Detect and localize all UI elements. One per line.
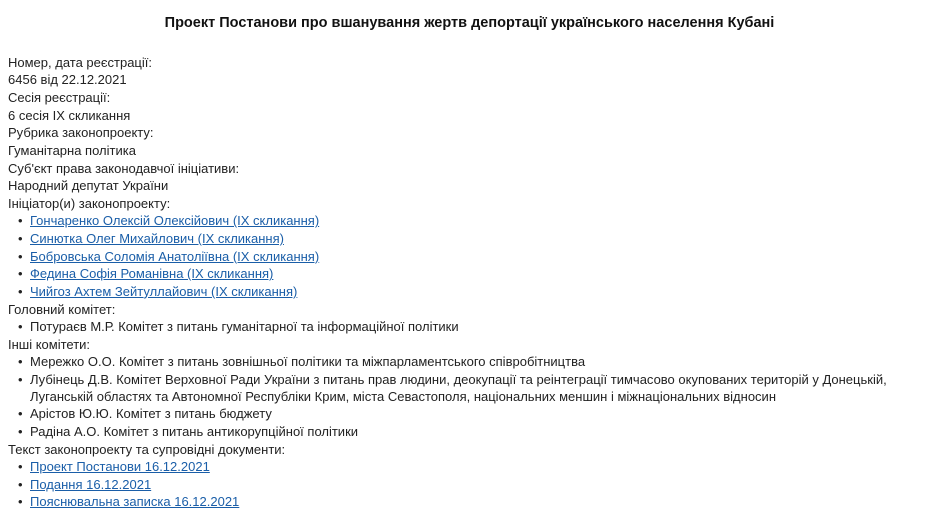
field-value-subject: Народний депутат України [8,178,169,194]
initiator-link-1[interactable]: Гончаренко Олексій Олексійович (IX скликання) [30,213,320,229]
other-committees-list [8,354,931,441]
initiator-link-2[interactable]: Синютка Олег Михайлович (IX скликання) [30,231,284,247]
list-item [30,213,931,231]
list-item [30,284,931,302]
field-label-rubric: Рубрика законопроекту: [8,125,154,141]
main-committee-list [8,319,931,337]
page-title: Проект Постанови про вшанування жертв депортації українського населення Кубані [164,15,775,31]
list-item: • Радіна А.О. Комітет з питань антикорупційної політики [30,424,931,442]
field-label-session: Сесія реєстрації: [8,90,111,106]
field-value-rubric: Гуманітарна політика [8,142,136,158]
documents-label: Текст законопроекту та супровідні документи: [8,441,286,457]
initiator-link-3[interactable]: Бобровська Соломія Анатоліївна (IX скликання) [30,248,320,264]
initiators-label: Ініціатор(и) законопроекту: [8,195,171,211]
list-item [30,477,931,495]
initiator-link-4[interactable]: Федина Софія Романівна (IX скликання) [30,266,274,282]
initiators-list [8,213,931,301]
field-value-number: 6456 від 22.12.2021 [8,72,127,88]
list-item: • Лубінець Д.В. Комітет Верховної Ради України з питань прав людини, деокупації та реінтеграції тимчасово окупованих територій у Донецькій, Луганській областях та Автономної Республіки Крим, міста Севастополя, національних меншин і міжнаціональних відносин [30,372,931,406]
document-link-submission[interactable]: Подання 16.12.2021 [30,476,152,492]
list-item [30,459,931,477]
initiator-link-5[interactable]: Чийгоз Ахтем Зейтуллайович (IX скликання) [30,283,298,299]
field-value-session: 6 сесія IX скликання [8,107,131,123]
document-link-explanatory-note[interactable]: Пояснювальна записка 16.12.2021 [30,494,240,510]
other-committees-label: Інші комітети: [8,336,91,352]
list-item: • Мережко О.О. Комітет з питань зовнішньої політики та міжпарламентського співробітництва [30,354,931,372]
list-item [30,249,931,267]
registration-block [8,55,931,196]
document-link-draft-resolution[interactable]: Проект Постанови 16.12.2021 [30,459,210,475]
field-label-number: Номер, дата реєстрації: [8,54,152,70]
list-item [30,266,931,284]
documents-list [8,459,931,512]
field-label-subject: Суб'єкт права законодавчої ініціативи: [8,160,240,176]
list-item [30,494,931,512]
list-item [30,231,931,249]
main-committee-label: Головний комітет: [8,301,116,317]
list-item: • Арістов Ю.Ю. Комітет з питань бюджету [30,406,931,424]
list-item: • Потураєв М.Р. Комітет з питань гуманітарної та інформаційної політики [30,319,931,337]
